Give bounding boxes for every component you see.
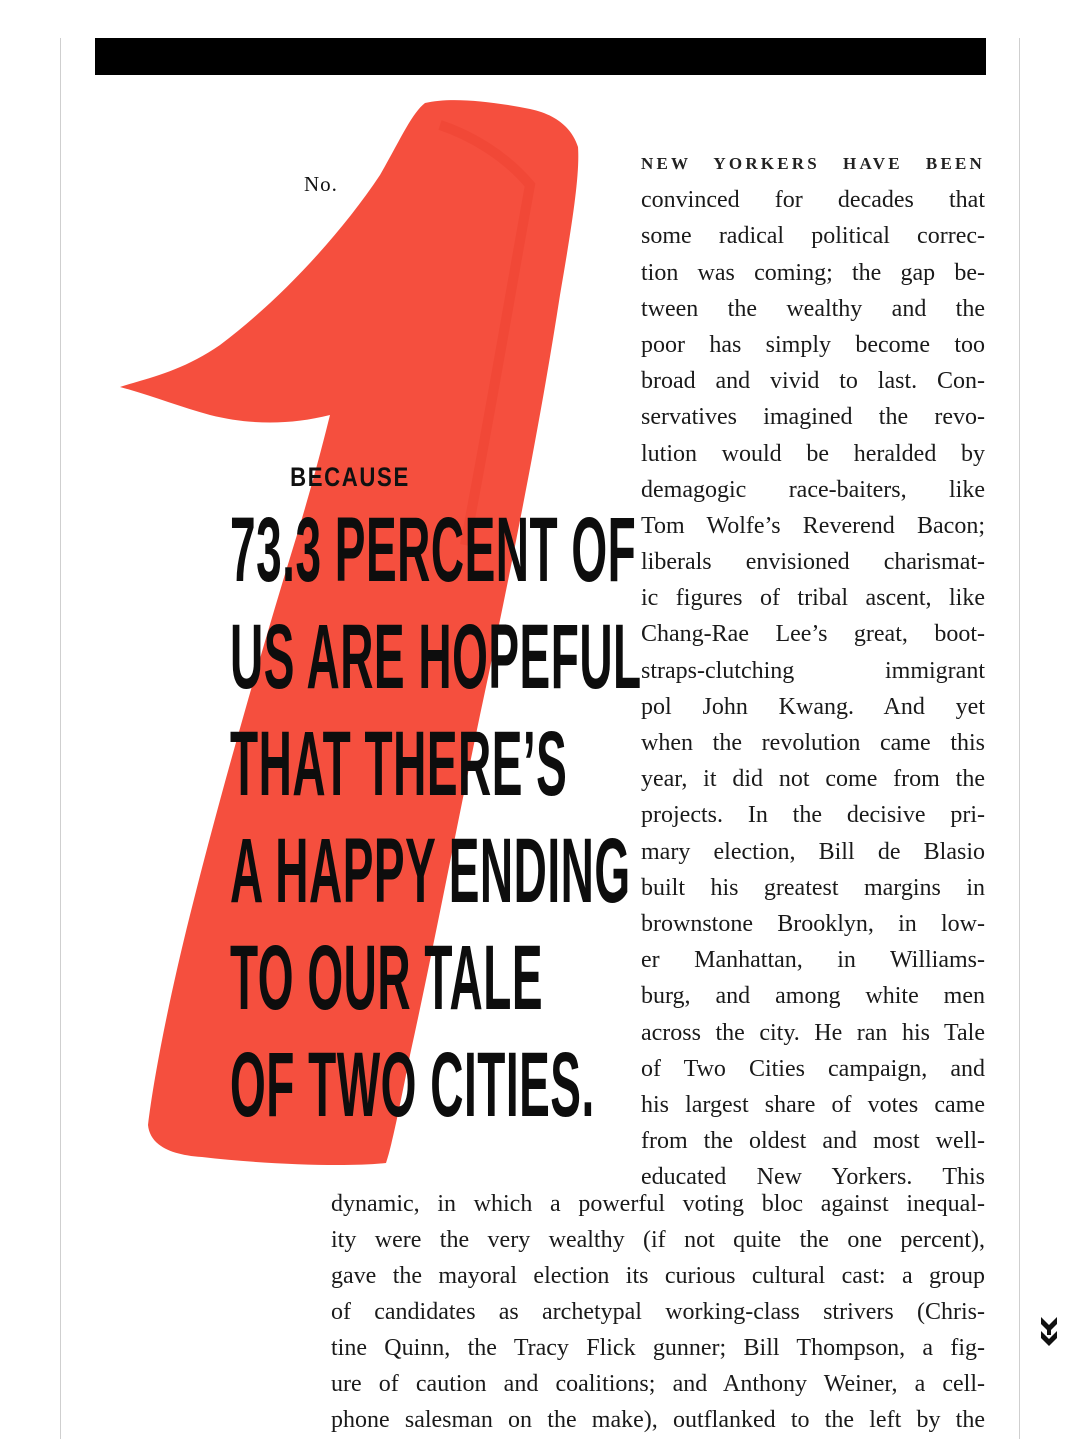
headline-line: 73.3 PERCENT OF <box>230 499 637 601</box>
body-line: projects. In the decisive pri- <box>641 802 985 829</box>
body-line: educated New Yorkers. This <box>641 1164 985 1191</box>
body-line: tion was coming; the gap be- <box>641 259 985 286</box>
headline-line: TO OUR TALE <box>230 927 544 1029</box>
lead-in: NEW YORKERS HAVE BEEN <box>641 154 985 173</box>
body-line: phone salesman on the make), outflanked to the left by the <box>331 1407 985 1433</box>
body-line: liberals envisioned charismat- <box>641 549 985 576</box>
double-chevron-down-icon[interactable] <box>1038 1315 1060 1349</box>
body-line: servatives imagined the revo- <box>641 404 985 431</box>
body-line: Chang-Rae Lee’s great, boot- <box>641 621 985 648</box>
body-line: brownstone Brooklyn, in low- <box>641 910 985 937</box>
headline-line: THAT THERE’S <box>230 713 568 815</box>
body-line: er Manhattan, in Williams- <box>641 947 985 974</box>
headline <box>110 497 642 1139</box>
body-line: across the city. He ran his Tale <box>641 1019 985 1046</box>
body-line: burg, and among white men <box>641 983 985 1010</box>
article-column <box>641 146 985 1195</box>
headline-line: A HAPPY ENDING <box>230 820 631 922</box>
body-line: poor has simply become too <box>641 331 985 358</box>
body-line: of Two Cities campaign, and <box>641 1055 985 1082</box>
body-line: gave the mayoral election its curious cultural cast: a group <box>331 1263 985 1289</box>
body-line: some radical political correc- <box>641 223 985 250</box>
body-line: straps-clutching immigrant <box>641 657 985 684</box>
body-line: when the revolution came this <box>641 730 985 756</box>
body-line: pol John Kwang. And yet <box>641 693 985 720</box>
body-line: from the oldest and most well- <box>641 1128 985 1155</box>
body-line: tween the wealthy and the <box>641 295 985 322</box>
body-line: ure of caution and coalitions; and Anthony Weiner, a cell- <box>331 1371 985 1397</box>
page-edge-left <box>60 38 61 1439</box>
body-line: year, it did not come from the <box>641 766 985 793</box>
body-line: demagogic race-baiters, like <box>641 476 985 503</box>
top-black-rule <box>95 38 986 75</box>
body-line: his largest share of votes came <box>641 1091 985 1118</box>
headline-kicker: BECAUSE <box>290 462 410 492</box>
body-line: of candidates as archetypal working-class strivers (Chris- <box>331 1299 985 1325</box>
body-line: ic figures of tribal ascent, like <box>641 585 985 612</box>
body-line: mary election, Bill de Blasio <box>641 838 985 865</box>
article-continuation <box>331 1186 985 1438</box>
body-line: broad and vivid to last. Con- <box>641 368 985 395</box>
body-line: tine Quinn, the Tracy Flick gunner; Bill Thompson, a fig- <box>331 1335 985 1361</box>
headline-line: OF TWO CITIES. <box>230 1034 595 1136</box>
body-line: built his greatest margins in <box>641 874 985 901</box>
body-line: lution would be heralded by <box>641 440 985 467</box>
body-line: dynamic, in which a powerful voting bloc against inequal- <box>331 1191 985 1217</box>
number-label: No. <box>304 172 338 196</box>
body-line: ity were the very wealthy (if not quite the one percent), <box>331 1227 985 1253</box>
body-line: convinced for decades that <box>641 187 985 214</box>
body-line: Tom Wolfe’s Reverend Bacon; <box>641 512 985 539</box>
page-edge-right <box>1019 38 1020 1439</box>
headline-line: US ARE HOPEFUL <box>230 606 642 708</box>
